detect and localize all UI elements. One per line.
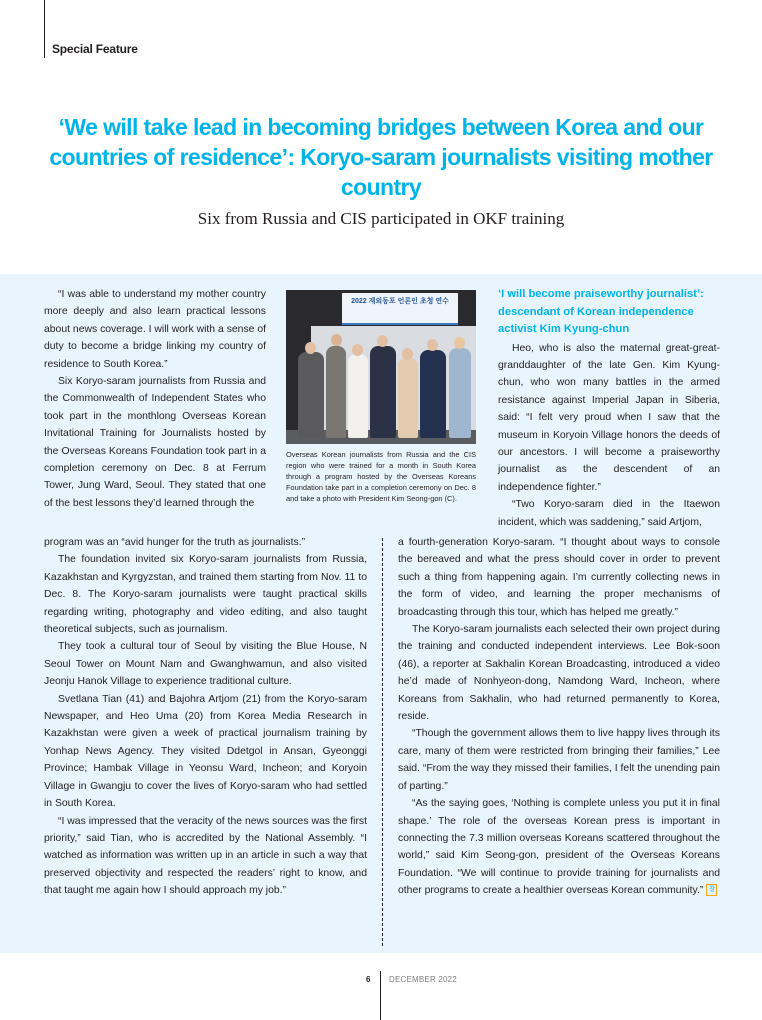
photo-person [449,348,471,438]
paragraph: program was an “avid hunger for the truth as journalists.” [44,537,306,548]
paragraph: Svetlana Tian (41) and Bajohra Artjom (21) from the Koryo-saram Newspaper, and Heo Uma (20) from Korea Media Research in Kazakhstan were given a week of practical journalism training by Yonhap News Agency. They visited Ddetgol in Ansan, Gyeonggi Province; Hambak Village in Yeonsu Ward, Incheon; and Koryoin Village in Gwangju to cover the lives of Koryo-saram who had settled in South Korea. [44,693,367,810]
photo-banner: 2022 재외동포 언론인 초청 연수 [342,293,458,325]
paragraph: a fourth-generation Koryo-saram. “I thought about ways to console the bereaved and what the press should cover in order to prevent such a thing from happening again. I’m currently collecting news in the form of video, and learning the proper mechanisms of broadcasting through this tour, which has helped me greatly.” [398,537,720,618]
photo-person [298,352,324,438]
photo-head [352,344,363,356]
photo-head [331,334,342,346]
paragraph: Six Koryo-saram journalists from Russia and the Commonwealth of Independent States who took part in the monthlong Overseas Korean Invitational Training for Journalists hosted by the Overseas Koreans Foundation took part in a completion ceremony on Dec. 8 at Ferrum Tower, Jung Ward, Seoul. They stated that one of the best lessons they’d learned through the [44,376,266,509]
paragraph-last [398,795,720,899]
subhead: Six from Russia and CIS participated in OKF training [197,209,565,228]
issue-date: DECEMBER 2022 [389,975,457,984]
paragraph: “Though the government allows them to live happy lives through its care, many of them were restricted from bringing their families,” Lee said. “From the way they missed their families, I felt the unending pain of parting.” [398,728,720,792]
photo-head [454,337,465,349]
photo-person [420,350,446,438]
left-column-top [44,286,266,512]
footer-rule [380,971,381,1020]
column-divider [382,538,383,946]
paragraph: “I was able to understand my mother country more deeply and also learn practical lessons about news coverage. I will work with a sense of duty to become a bridge linking my country of residence to South Korea.” [44,289,266,370]
photo-person [326,346,346,438]
headline: ‘We will take lead in becoming bridges between Korea and our countries of residence’: Koryo-saram journalists visiting mother country [49,114,713,200]
photo-head [305,342,316,354]
photo-person [348,354,368,438]
paragraph: The foundation invited six Koryo-saram journalists from Russia, Kazakhstan and Kyrgyzstan, and trained them starting from Nov. 11 to Dec. 8. The Koryo-saram journalists were taught practical skills regarding writing, photography and video editing, and also taught theoretical subjects, such as journalism. [44,554,367,636]
paragraph: “I was impressed that the veracity of the news sources was the first priority,” said Tian, who is accredited by the National Assembly. “I watched as information was written up in an article in such a way that preserved objectivity and respected the readers’ right to know, and that taught me again how I should approach my job.” [44,815,367,897]
left-column-bottom [44,534,367,900]
paragraph: Heo, who is also the maternal great-great-granddaughter of the late Gen. Kim Kyung-chun, who won many battles in the armed resistance against Imperial Japan in Siberia, said: “I felt very proud when I saw that the museum in Koryoin Village honors the deeds of our ancestors. I will become a praiseworthy journalist as the descendent of an independence fighter.” [498,342,720,493]
photo-head [402,348,413,360]
right-column-bottom [398,534,720,900]
photo-caption: Overseas Korean journalists from Russia and the CIS region who were trained for a month in South Korea through a program hosted by the Overseas Koreans Foundation take part in a completion ceremony on Dec. 8 and take a photo with President Kim Seong-gon (C). [286,450,476,503]
page-number: 6 [366,975,371,984]
paragraph-text: “As the saying goes, ‘Nothing is complete unless you put it in final shape.’ The role of the overseas Korean press is important in connecting the 7.3 million overseas Koreans scattered throughout the world,” said Kim Seong-gon, president of the Overseas Koreans Foundation. “We will continue to provide training for journalists and other programs to create a healthier overseas Korean community.” [398,798,720,897]
paragraph: The Koryo-saram journalists each selected their own project during the training and conducted independent interviews. Lee Bok-soon (46), a reporter at Sakhalin Korean Broadcasting, introduced a video he’d made of Nonhyeon-dong, Namdong Ward, Incheon, where Koreans from Sakhalin, who had returned permanently to Korea, reside. [398,624,720,723]
photo-head [377,335,388,347]
section-label: Special Feature [52,42,138,56]
photo-person [398,358,418,438]
photo-head [427,339,438,351]
end-of-article-icon: 창 [706,884,717,896]
header-rule [44,0,45,58]
article-photo [286,290,476,444]
paragraph: “Two Koryo-saram died in the Itaewon incident, which was saddening,” said Artjom, [498,499,720,528]
photo-person [370,346,396,438]
right-column-top [498,286,720,531]
section-subtitle: ‘I will become praiseworthy journalist’: descendant of Korean independence activist Kim Kyung-chun [498,288,704,335]
paragraph: They took a cultural tour of Seoul by visiting the Blue House, N Seoul Tower on Mount Nam and Gwanghwamun, and also visited Jeonju Hanok Village to experience traditional culture. [44,641,367,688]
